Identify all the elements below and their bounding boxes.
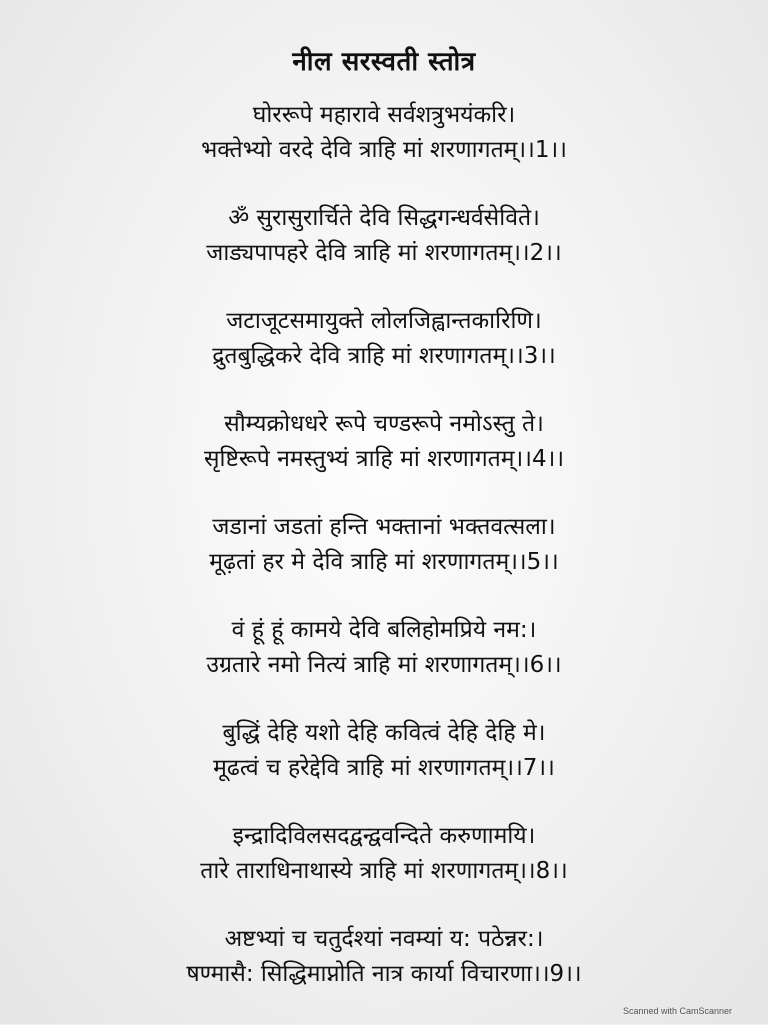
verse-line: सौम्यक्रोधधरे रूपे चण्डरूपे नमोऽस्तु ते। [224,411,544,437]
verse-6 [0,613,768,716]
verse-line: जडानां जडतां हन्ति भक्तानां भक्तवत्सला। [212,514,556,540]
verse-1 [0,98,768,201]
verse-line: जटाजूटसमायुक्ते लोलजिह्वान्तकारिणि। [226,308,542,334]
verse-line: भक्तेभ्यो वरदे देवि त्राहि मां शरणागतम्।।1।। [201,137,567,163]
verse-line: वं हूं हूं कामये देवि बलिहोमप्रिये नम:। [231,617,537,643]
scanner-watermark: Scanned with CamScanner [622,1006,732,1016]
verse-line: बुद्धिं देहि यशो देहि कवित्वं देहि देहि मे। [222,720,546,746]
verse-list [0,98,768,1025]
verse-3 [0,304,768,407]
verse-line: द्रुतबुद्धिकरे देवि त्राहि मां शरणागतम्।।3।। [212,343,556,369]
verse-line: मूढ़तां हर मे देवि त्राहि मां शरणागतम्।।5।। [209,549,559,575]
verse-line: अष्टभ्यां च चतुर्दश्यां नवम्यां य: पठेन्नर:। [224,926,544,952]
verse-2 [0,201,768,304]
verse-line: इन्द्रादिविलसदद्वन्द्ववन्दिते करुणामयि। [232,823,536,849]
verse-line: तारे ताराधिनाथास्ये त्राहि मां शरणागतम्।।8।। [200,858,568,884]
verse-line: उग्रतारे नमो नित्यं त्राहि मां शरणागतम्।।6।। [206,652,562,678]
verse-line: मूढत्वं च हरेद्देवि त्राहि मां शरणागतम्।।7।। [213,755,555,781]
verse-line: जाड्यपापहरे देवि त्राहि मां शरणागतम्।।2।। [206,240,562,266]
verse-4 [0,407,768,510]
verse-line: घोररूपे महारावे सर्वशत्रुभयंकरि। [252,102,516,128]
verse-5 [0,510,768,613]
verse-7 [0,716,768,819]
verse-line: ॐ सुरासुरार्चिते देवि सिद्धगन्धर्वसेविते। [228,205,540,231]
page-title: नील सरस्वती स्तोत्र [292,47,476,77]
verse-line: षण्मासै: सिद्धिमाप्नोति नात्र कार्या विचारणा।।9।। [186,961,582,987]
verse-line: सृष्टिरूपे नमस्तुभ्यं त्राहि मां शरणागतम्।।4।। [203,446,565,472]
verse-8 [0,819,768,922]
